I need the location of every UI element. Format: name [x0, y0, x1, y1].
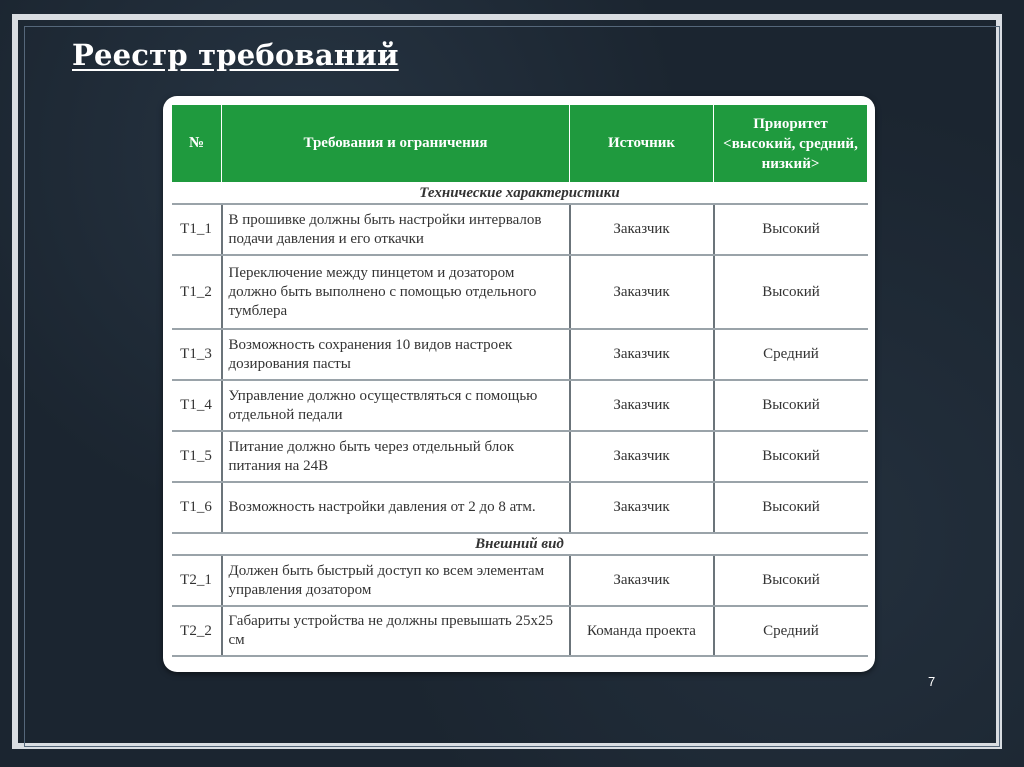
page-number: 7: [928, 674, 936, 689]
row-requirement: Питание должно быть через отдельный блок питания на 24В: [222, 431, 570, 482]
row-priority: Высокий: [714, 431, 868, 482]
row-source: Заказчик: [570, 555, 714, 606]
row-requirement: Переключение между пинцетом и дозатором должно быть выполнено с помощью отдельного тумблера: [222, 255, 570, 329]
row-requirement: В прошивке должны быть настройки интервалов подачи давления и его откачки: [222, 204, 570, 255]
table-header-row: [172, 105, 868, 183]
row-priority: Высокий: [714, 555, 868, 606]
table-row: [172, 555, 868, 606]
row-priority: Высокий: [714, 255, 868, 329]
header-priority: Приоритет <высокий, средний, низкий>: [714, 105, 868, 183]
slide-title: Реестр требований: [72, 38, 399, 72]
table-row: [172, 380, 868, 431]
row-priority: Средний: [714, 606, 868, 656]
table-row: [172, 204, 868, 255]
requirements-table: [171, 104, 868, 657]
row-requirement: Должен быть быстрый доступ ко всем элементам управления дозатором: [222, 555, 570, 606]
row-priority: Высокий: [714, 380, 868, 431]
row-id: T1_5: [172, 431, 222, 482]
section-row: [172, 533, 868, 555]
row-id: T1_6: [172, 482, 222, 533]
section-title: Внешний вид: [172, 533, 868, 555]
row-id: T1_3: [172, 329, 222, 380]
table-row: [172, 482, 868, 533]
row-requirement: Возможность сохранения 10 видов настроек дозирования пасты: [222, 329, 570, 380]
row-priority: Высокий: [714, 482, 868, 533]
row-source: Заказчик: [570, 482, 714, 533]
row-source: Заказчик: [570, 431, 714, 482]
row-requirement: Габариты устройства не должны превышать 25х25 см: [222, 606, 570, 656]
row-requirement: Возможность настройки давления от 2 до 8 атм.: [222, 482, 570, 533]
row-source: Заказчик: [570, 329, 714, 380]
section-row: [172, 183, 868, 205]
header-num: №: [172, 105, 222, 183]
row-id: T1_4: [172, 380, 222, 431]
row-id: T1_2: [172, 255, 222, 329]
row-source: Заказчик: [570, 255, 714, 329]
table-row: [172, 606, 868, 656]
requirements-table-card: [163, 96, 875, 672]
table-row: [172, 431, 868, 482]
row-source: Заказчик: [570, 380, 714, 431]
table-row: [172, 329, 868, 380]
header-source: Источник: [570, 105, 714, 183]
row-requirement: Управление должно осуществляться с помощью отдельной педали: [222, 380, 570, 431]
row-id: T2_1: [172, 555, 222, 606]
section-title: Технические характеристики: [172, 183, 868, 205]
row-priority: Средний: [714, 329, 868, 380]
row-priority: Высокий: [714, 204, 868, 255]
row-source: Команда проекта: [570, 606, 714, 656]
row-source: Заказчик: [570, 204, 714, 255]
row-id: T2_2: [172, 606, 222, 656]
header-requirement: Требования и ограничения: [222, 105, 570, 183]
row-id: T1_1: [172, 204, 222, 255]
table-row: [172, 255, 868, 329]
